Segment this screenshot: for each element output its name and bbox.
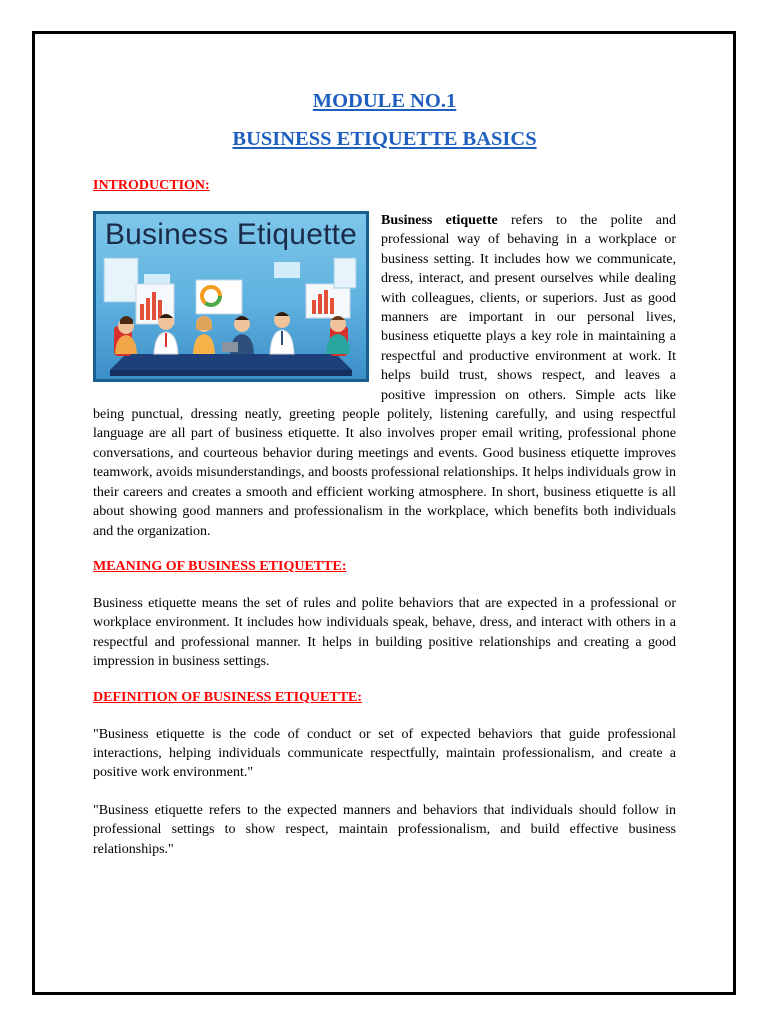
illustration-title: Business Etiquette xyxy=(104,218,358,251)
definition-quote-1: "Business etiquette is the code of conduct or set of expected behaviors that guide professional interactions, helping individuals communicate respectfully, maintain professionalism, and create a positive work environment." xyxy=(93,726,676,781)
business-etiquette-illustration xyxy=(93,211,369,382)
meeting-scene-illustration xyxy=(96,214,366,379)
introduction-heading: INTRODUCTION: xyxy=(93,178,210,193)
introduction-lead-term: Business etiquette xyxy=(381,213,498,228)
person-5 xyxy=(270,312,294,354)
definition-heading: DEFINITION OF BUSINESS ETIQUETTE: xyxy=(93,689,363,705)
module-number: MODULE NO.1 xyxy=(312,90,457,112)
document-body xyxy=(93,86,676,859)
person-4 xyxy=(222,316,254,354)
meaning-paragraph: Business etiquette means the set of rules and polite behaviors that are expected in a professional or workplace environment. It includes how individuals speak, behave, dress, and interact with others in a respectful and professional manner. It helps in building positive relationships and creating a good impression in business settings. xyxy=(93,595,676,670)
definition-quote-2: "Business etiquette refers to the expected manners and behaviors that individuals should follow in professional settings to show respect, maintain professionalism, and build effective business relationships." xyxy=(93,802,676,857)
introduction-section xyxy=(93,211,676,541)
introduction-text: refers to the polite and professional way of behaving in a workplace or business setting. It includes how we communicate, dress, interact, and present ourselves while dealing with colleagues, clients, or superiors. Just as good manners are important in our personal lives, business etiquette plays a key role in maintaining a respectful and productive environment at work. It helps build trust, shows respect, and leaves a positive impression on others. Simple acts like being punctual, dressing neatly, greeting people politely, listening carefully, and using respectful language are all part of business etiquette. It also involves proper email writing, professional phone conversations, and courteous behavior during meetings and events. Good business etiquette improves teamwork, avoids misunderstandings, and boosts professional relationships. It helps individuals grow in their careers and creates a smooth and efficient working atmosphere. In short, business etiquette is all about showing good manners and professionalism in the workplace, which benefits both individuals and the organization. xyxy=(93,213,676,539)
person-3 xyxy=(193,316,215,354)
meaning-heading: MEANING OF BUSINESS ETIQUETTE: xyxy=(93,558,347,574)
document-title: BUSINESS ETIQUETTE BASICS xyxy=(232,128,537,150)
